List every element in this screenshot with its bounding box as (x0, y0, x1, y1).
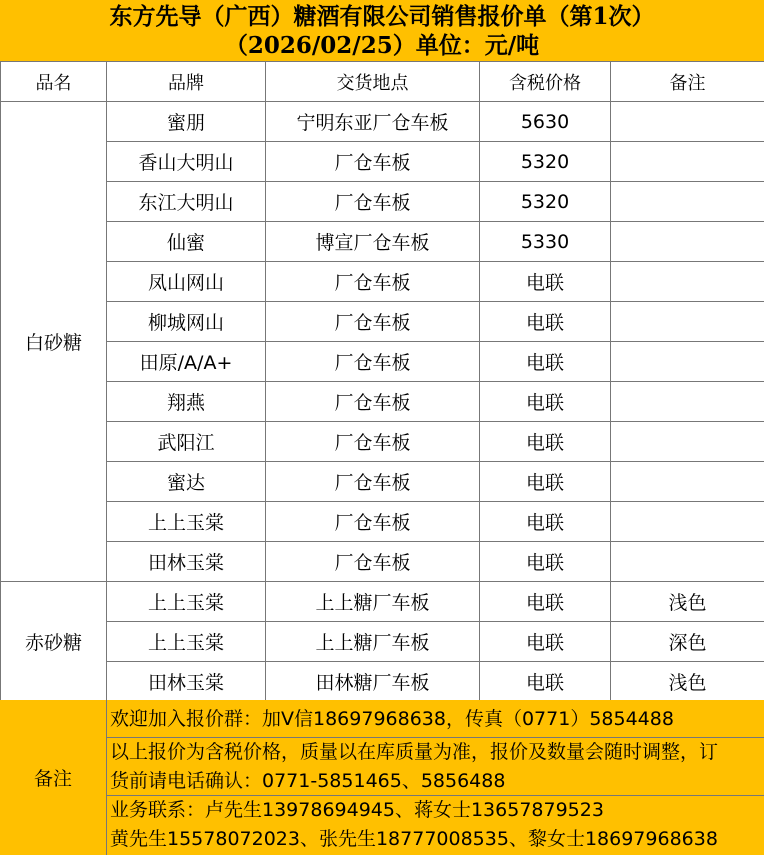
price-cell: 电联 (480, 542, 611, 582)
note-line: 欢迎加入报价群：加V信18697968638，传真（0771）5854488 (110, 708, 674, 730)
price-cell: 5320 (480, 182, 611, 222)
location-cell: 厂仓车板 (266, 182, 480, 222)
location-cell: 厂仓车板 (266, 502, 480, 542)
remark-cell: 浅色 (611, 662, 764, 702)
price-cell: 5630 (480, 102, 611, 142)
column-header-product: 品名 (1, 62, 107, 102)
table-row (1, 462, 764, 502)
table-row (1, 102, 764, 142)
table-row (1, 502, 764, 542)
price-cell: 5320 (480, 142, 611, 182)
remark-cell (611, 262, 764, 302)
remark-cell (611, 102, 764, 142)
location-cell: 田林糖厂车板 (266, 662, 480, 702)
remark-cell (611, 502, 764, 542)
table-row (1, 662, 764, 702)
remark-cell (611, 542, 764, 582)
remark-cell: 深色 (611, 622, 764, 662)
column-header-location: 交货地点 (266, 62, 480, 102)
table-row (1, 262, 764, 302)
location-cell: 厂仓车板 (266, 342, 480, 382)
note-line: 黄先生15578072023、张先生18777008535、黎女士18697968638 (110, 828, 718, 850)
location-cell: 上上糖厂车板 (266, 622, 480, 662)
remark-cell: 浅色 (611, 582, 764, 622)
price-cell: 5330 (480, 222, 611, 262)
table-row (1, 342, 764, 382)
location-cell: 厂仓车板 (266, 262, 480, 302)
remark-cell (611, 382, 764, 422)
location-cell: 厂仓车板 (266, 422, 480, 462)
table-row (1, 302, 764, 342)
remark-cell (611, 182, 764, 222)
price-cell: 电联 (480, 382, 611, 422)
price-table (0, 61, 764, 702)
price-cell: 电联 (480, 342, 611, 382)
table-row (1, 182, 764, 222)
brand-cell: 蜜达 (107, 462, 266, 502)
location-cell: 厂仓车板 (266, 382, 480, 422)
note-sales-contacts (106, 796, 764, 855)
location-cell: 厂仓车板 (266, 302, 480, 342)
notes-section (0, 700, 764, 855)
price-cell: 电联 (480, 502, 611, 542)
table-row (1, 542, 764, 582)
document-title: 东方先导（广西）糖酒有限公司销售报价单（第1次） (109, 3, 655, 30)
location-cell: 厂仓车板 (266, 142, 480, 182)
brand-cell: 翔燕 (107, 382, 266, 422)
brand-cell: 蜜朋 (107, 102, 266, 142)
note-line: 以上报价为含税价格，质量以在库质量为准，报价及数量会随时调整，订 (110, 741, 719, 763)
header-row (1, 62, 764, 102)
price-cell: 电联 (480, 262, 611, 302)
brand-cell: 香山大明山 (107, 142, 266, 182)
location-cell: 厂仓车板 (266, 462, 480, 502)
column-header-price: 含税价格 (480, 62, 611, 102)
brand-cell: 上上玉棠 (107, 622, 266, 662)
brand-cell: 上上玉棠 (107, 502, 266, 542)
location-cell: 上上糖厂车板 (266, 582, 480, 622)
note-line: 货前请电话确认：0771-5851465、5856488 (110, 770, 506, 792)
column-header-remark: 备注 (611, 62, 764, 102)
note-line: 业务联系：卢先生13978694945、蒋女士13657879523 (110, 799, 604, 821)
category-cell: 白砂糖 (1, 102, 107, 582)
brand-cell: 上上玉棠 (107, 582, 266, 622)
location-cell: 厂仓车板 (266, 542, 480, 582)
price-cell: 电联 (480, 662, 611, 702)
location-cell: 宁明东亚厂仓车板 (266, 102, 480, 142)
table-row (1, 222, 764, 262)
table-body (1, 102, 764, 702)
table-row (1, 622, 764, 662)
brand-cell: 仙蜜 (107, 222, 266, 262)
table-row (1, 382, 764, 422)
table-row (1, 582, 764, 622)
brand-cell: 田林玉棠 (107, 662, 266, 702)
brand-cell: 田原/A/A+ (107, 342, 266, 382)
brand-cell: 东江大明山 (107, 182, 266, 222)
remark-cell (611, 302, 764, 342)
column-header-brand: 品牌 (107, 62, 266, 102)
remark-cell (611, 222, 764, 262)
table-row (1, 422, 764, 462)
brand-cell: 凤山网山 (107, 262, 266, 302)
title-block (0, 0, 764, 62)
remark-cell (611, 462, 764, 502)
category-cell: 赤砂糖 (1, 582, 107, 702)
price-cell: 电联 (480, 622, 611, 662)
price-cell: 电联 (480, 302, 611, 342)
note-contact-group (106, 700, 764, 738)
price-cell: 电联 (480, 462, 611, 502)
brand-cell: 武阳江 (107, 422, 266, 462)
location-cell: 博宣厂仓车板 (266, 222, 480, 262)
price-cell: 电联 (480, 582, 611, 622)
brand-cell: 柳城网山 (107, 302, 266, 342)
brand-cell: 田林玉棠 (107, 542, 266, 582)
note-price-terms (106, 738, 764, 796)
table-row (1, 142, 764, 182)
document-subtitle: （2026/02/25）单位：元/吨 (224, 32, 540, 59)
price-cell: 电联 (480, 422, 611, 462)
remark-cell (611, 342, 764, 382)
notes-label: 备注 (0, 700, 107, 855)
remark-cell (611, 142, 764, 182)
remark-cell (611, 422, 764, 462)
